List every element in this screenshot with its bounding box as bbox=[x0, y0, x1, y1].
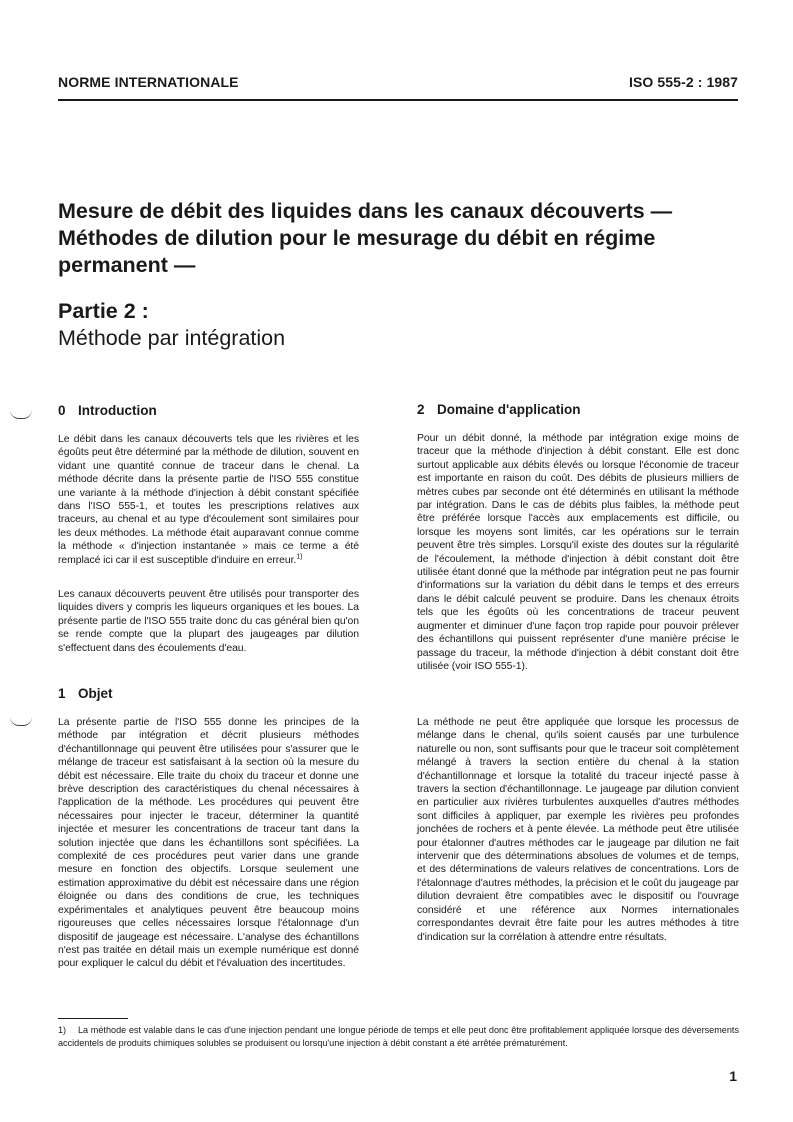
section-heading-introduction bbox=[58, 403, 157, 418]
page-header bbox=[58, 66, 738, 100]
header-rule bbox=[58, 99, 738, 101]
header-standard-number: ISO 555-2 : 1987 bbox=[629, 74, 738, 90]
footnote-marker: 1) bbox=[58, 1025, 67, 1035]
domaine-paragraph-2: La méthode ne peut être appliquée que lorsque les processus de mélange dans le chenal, qu'ils soient causés par une turbulence naturelle ou non, sont suffisants pour que le traceur soit complètement mélangé à travers la section entière du chenal à la station d'échantillonnage et lorsque la totalité du traceur injecté passe à travers la section d'échantillonnage. Le jaugeage par dilution convient en particulier aux rivières turbulentes auxquelles d'autres méthodes sont difficiles à appliquer, par exemple les rivières peu profondes jonchées de rochers et à pente élevée. La méthode peut être utilisée pour étalonner d'autres méthodes car le jaugeage par dilution ne fait intervenir que des déterminations absolues de volumes et de temps, et des déterminations de valeurs relatives de concentrations. Lors de l'étalonnage d'autres méthodes, la précision et le coût du jaugeage par dilution devraient être compatibles avec le dispositif ou l'ouvrage considéré et une référence aux Normes internationales correspondantes devrait être faite pour les autres méthodes à titre d'indication sur la corrélation à attendre entre résultats. bbox=[417, 717, 739, 943]
footnote bbox=[58, 1024, 739, 1050]
section-title: Introduction bbox=[78, 403, 157, 418]
footnote-reference: 1) bbox=[296, 553, 303, 561]
introduction-paragraph-1: Le débit dans les canaux découverts tels que les rivières et les égoûts peut être déterminé par la méthode de dilution, souvent en vidant une quantité connue de traceur dans le chenal. La méthode décrite dans la présente partie de l'ISO 555 constitue une variante à la méthode d'injection à débit constant spécifiée dans l'ISO 555-1, et toutes les prescriptions relatives aux traceurs, au chenal et au type d'écoulement sont similaires pour les deux méthodes. La méthode était auparavant connue comme la méthode « d'injection instantanée » mais ce terme a été remplacé ici car il est susceptible d'induire en erreur.$^{1)}$ bbox=[58, 434, 359, 566]
section-number: 0 bbox=[58, 403, 66, 418]
document-title: Mesure de débit des liquides dans les canaux découverts — Méthodes de dilution pour le mesurage du débit en régime permanent — bbox=[58, 199, 673, 277]
domaine-paragraph-1: Pour un débit donné, la méthode par intégration exige moins de traceur que la méthode d'injection à débit constant. Elle est donc surtout applicable aux débits élevés ou lorsque l'économie de traceur est importante en raison du coût. Des débits de plusieurs milliers de mètres cubes par seconde ont été déterminés en utilisant la méthode par intégration. Dans le cas de débits plus faibles, la méthode peut être préférée lorsque l'accès aux emplacements est difficile, ou lorsque les moyens sont limités, car les opérations sur le terrain peuvent être très simples. Lorsqu'il existe des doutes sur la régularité de l'écoulement, la méthode d'injection à débit constant doit être utilisée étant donné que la méthode par intégration peut ne pas fournir d'informations sur la variation du débit dans le temps et des erreurs dans le débit calculé peuvent se produire. Dans les chenaux étroits tels que les égoûts où les concentrations de traceur peuvent augmenter et diminuer d'une façon trop rapide pour pouvoir prélever des échantillons qui puissent représenter d'une manière précise le passage du traceur, la méthode d'injection à débit constant doit être utilisée (voir ISO 555-1). bbox=[417, 433, 739, 672]
objet-paragraph: La présente partie de l'ISO 555 donne les principes de la méthode par intégration et décrit plusieurs méthodes d'échantillonnage qui peuvent être utilisées pour s'assurer que le mélange de traceur est satisfaisant à la section où la mesure du débit est nécessaire. Elle traite du choix du traceur et donne une brève description des caractéristiques du chenal nécessaires à l'application de la méthode. Les procédures qui peuvent être nécessaires pour injecter le traceur, déterminer la quantité injectée et mesurer les concentrations de traceur tant dans la solution injectée que dans les échantillons sont spécifiées. La complexité de ces procédures peut varier dans une grande mesure en fonction des objectifs. Lorsque seulement une estimation approximative du débit est nécessaire dans une région éloignée ou dans des conditions de crue, les techniques expérimentales et analytiques peuvent être beaucoup moins rigoureuses que celles nécessaires lorsque l'étalonnage d'un dispositif de jaugeage est nécessaire. L'analyse des échantillons n'est pas traitée en détail mais un exemple numérique est donné pour expliquer le calcul du débit et l'évaluation des incertitudes. bbox=[58, 717, 359, 970]
section-number: 2 bbox=[417, 402, 425, 417]
section-title: Objet bbox=[78, 686, 113, 701]
footnote-rule bbox=[58, 1018, 128, 1019]
section-heading-objet bbox=[58, 686, 113, 701]
page-number: 1 bbox=[729, 1068, 737, 1084]
part-label: Partie 2 : bbox=[58, 299, 149, 323]
section-title: Domaine d'application bbox=[437, 402, 581, 417]
footnote-text: La méthode est valable dans le cas d'une injection pendant une longue période de temps et elle peut donc être profitablement appliquée lorsque des déversements accidentels de produits chimiques solubles se produisent ou lorsqu'une injection à débit constant a été arrêtée prématurément. bbox=[58, 1025, 739, 1048]
section-number: 1 bbox=[58, 686, 66, 701]
margin-change-mark bbox=[10, 410, 32, 419]
section-heading-domaine bbox=[417, 402, 580, 417]
margin-change-mark bbox=[10, 717, 32, 726]
introduction-paragraph-2: Les canaux découverts peuvent être utilisés pour transporter des liquides divers y compris les liqueurs organiques et les boues. La présente partie de l'ISO 555 traite donc du cas général bien qu'on se rende compte que la plupart des jaugeages par dilution s'effectuent dans des écoulements d'eau. bbox=[58, 589, 359, 654]
part-subtitle: Méthode par intégration bbox=[58, 326, 286, 350]
header-standard-type: NORME INTERNATIONALE bbox=[58, 74, 239, 90]
